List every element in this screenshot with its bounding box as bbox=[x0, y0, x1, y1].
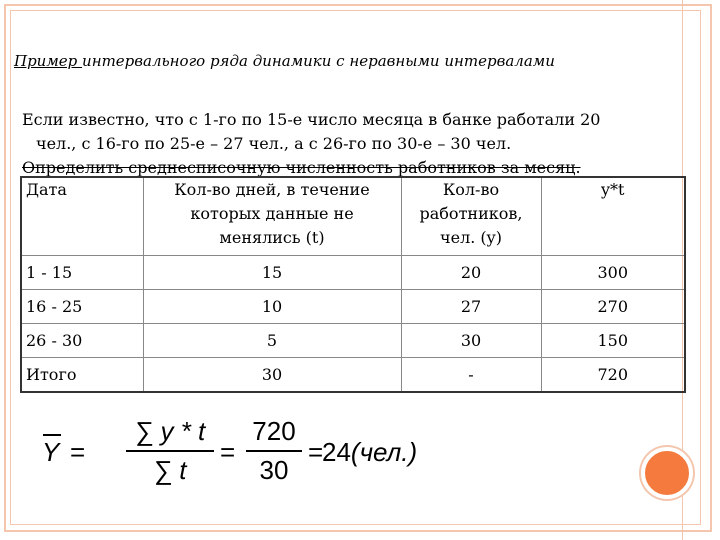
header-product: y*t bbox=[541, 177, 685, 255]
cell-days: 5 bbox=[143, 323, 401, 357]
title-rest: интервального ряда динамики с неравными интервалами bbox=[82, 52, 555, 70]
cell-workers: - bbox=[401, 357, 541, 392]
fraction-line bbox=[126, 450, 214, 452]
cell-days: 30 bbox=[143, 357, 401, 392]
problem-statement bbox=[22, 108, 682, 180]
header-date: Дата bbox=[21, 177, 143, 255]
slide-title bbox=[14, 52, 555, 70]
equals-sign: = bbox=[220, 437, 236, 467]
result-unit: (чел.) bbox=[350, 437, 418, 467]
equals-sign: = bbox=[70, 437, 86, 467]
cell-product: 720 bbox=[541, 357, 685, 392]
header-days: Кол-во дней, в течение которых данные не менялись (t) bbox=[143, 177, 401, 255]
cell-date: Итого bbox=[21, 357, 143, 392]
cell-product: 300 bbox=[541, 255, 685, 289]
fraction-numerator: 720 bbox=[252, 416, 296, 446]
cell-date: 26 - 30 bbox=[21, 323, 143, 357]
data-table bbox=[20, 176, 686, 393]
table-total-row bbox=[21, 357, 685, 392]
cell-days: 10 bbox=[143, 289, 401, 323]
fraction-general bbox=[126, 416, 214, 486]
equals-sign: = bbox=[308, 437, 324, 467]
header-workers: Кол-во работников, чел. (y) bbox=[401, 177, 541, 255]
fraction-numerator: ∑ y * t bbox=[134, 416, 206, 446]
fraction-denominator: 30 bbox=[259, 455, 289, 485]
formula-lhs: Y bbox=[42, 437, 60, 467]
table-header-row bbox=[21, 177, 685, 255]
formula-result bbox=[322, 437, 417, 468]
decorative-circle bbox=[641, 447, 693, 499]
cell-date: 1 - 15 bbox=[21, 255, 143, 289]
fraction-line bbox=[246, 450, 302, 452]
mean-bar bbox=[43, 434, 61, 436]
table-row bbox=[21, 255, 685, 289]
title-underlined: Пример bbox=[14, 52, 83, 70]
cell-date: 16 - 25 bbox=[21, 289, 143, 323]
table-row bbox=[21, 323, 685, 357]
cell-workers: 30 bbox=[401, 323, 541, 357]
fraction-denominator: ∑ t bbox=[153, 455, 187, 485]
cell-product: 270 bbox=[541, 289, 685, 323]
problem-line-2: чел., с 16-го по 25-е – 27 чел., а с 26-го по 30-е – 30 чел. bbox=[36, 134, 512, 153]
cell-days: 15 bbox=[143, 255, 401, 289]
average-formula bbox=[40, 412, 418, 502]
result-value: 24 bbox=[322, 437, 351, 467]
problem-line-3: Определить среднесписочную численность работников за месяц. bbox=[22, 158, 581, 177]
table-row bbox=[21, 289, 685, 323]
problem-line-1: Если известно, что с 1-го по 15-е число месяца в банке работали 20 bbox=[22, 110, 601, 129]
cell-workers: 20 bbox=[401, 255, 541, 289]
cell-workers: 27 bbox=[401, 289, 541, 323]
cell-product: 150 bbox=[541, 323, 685, 357]
fraction-values bbox=[246, 416, 302, 486]
